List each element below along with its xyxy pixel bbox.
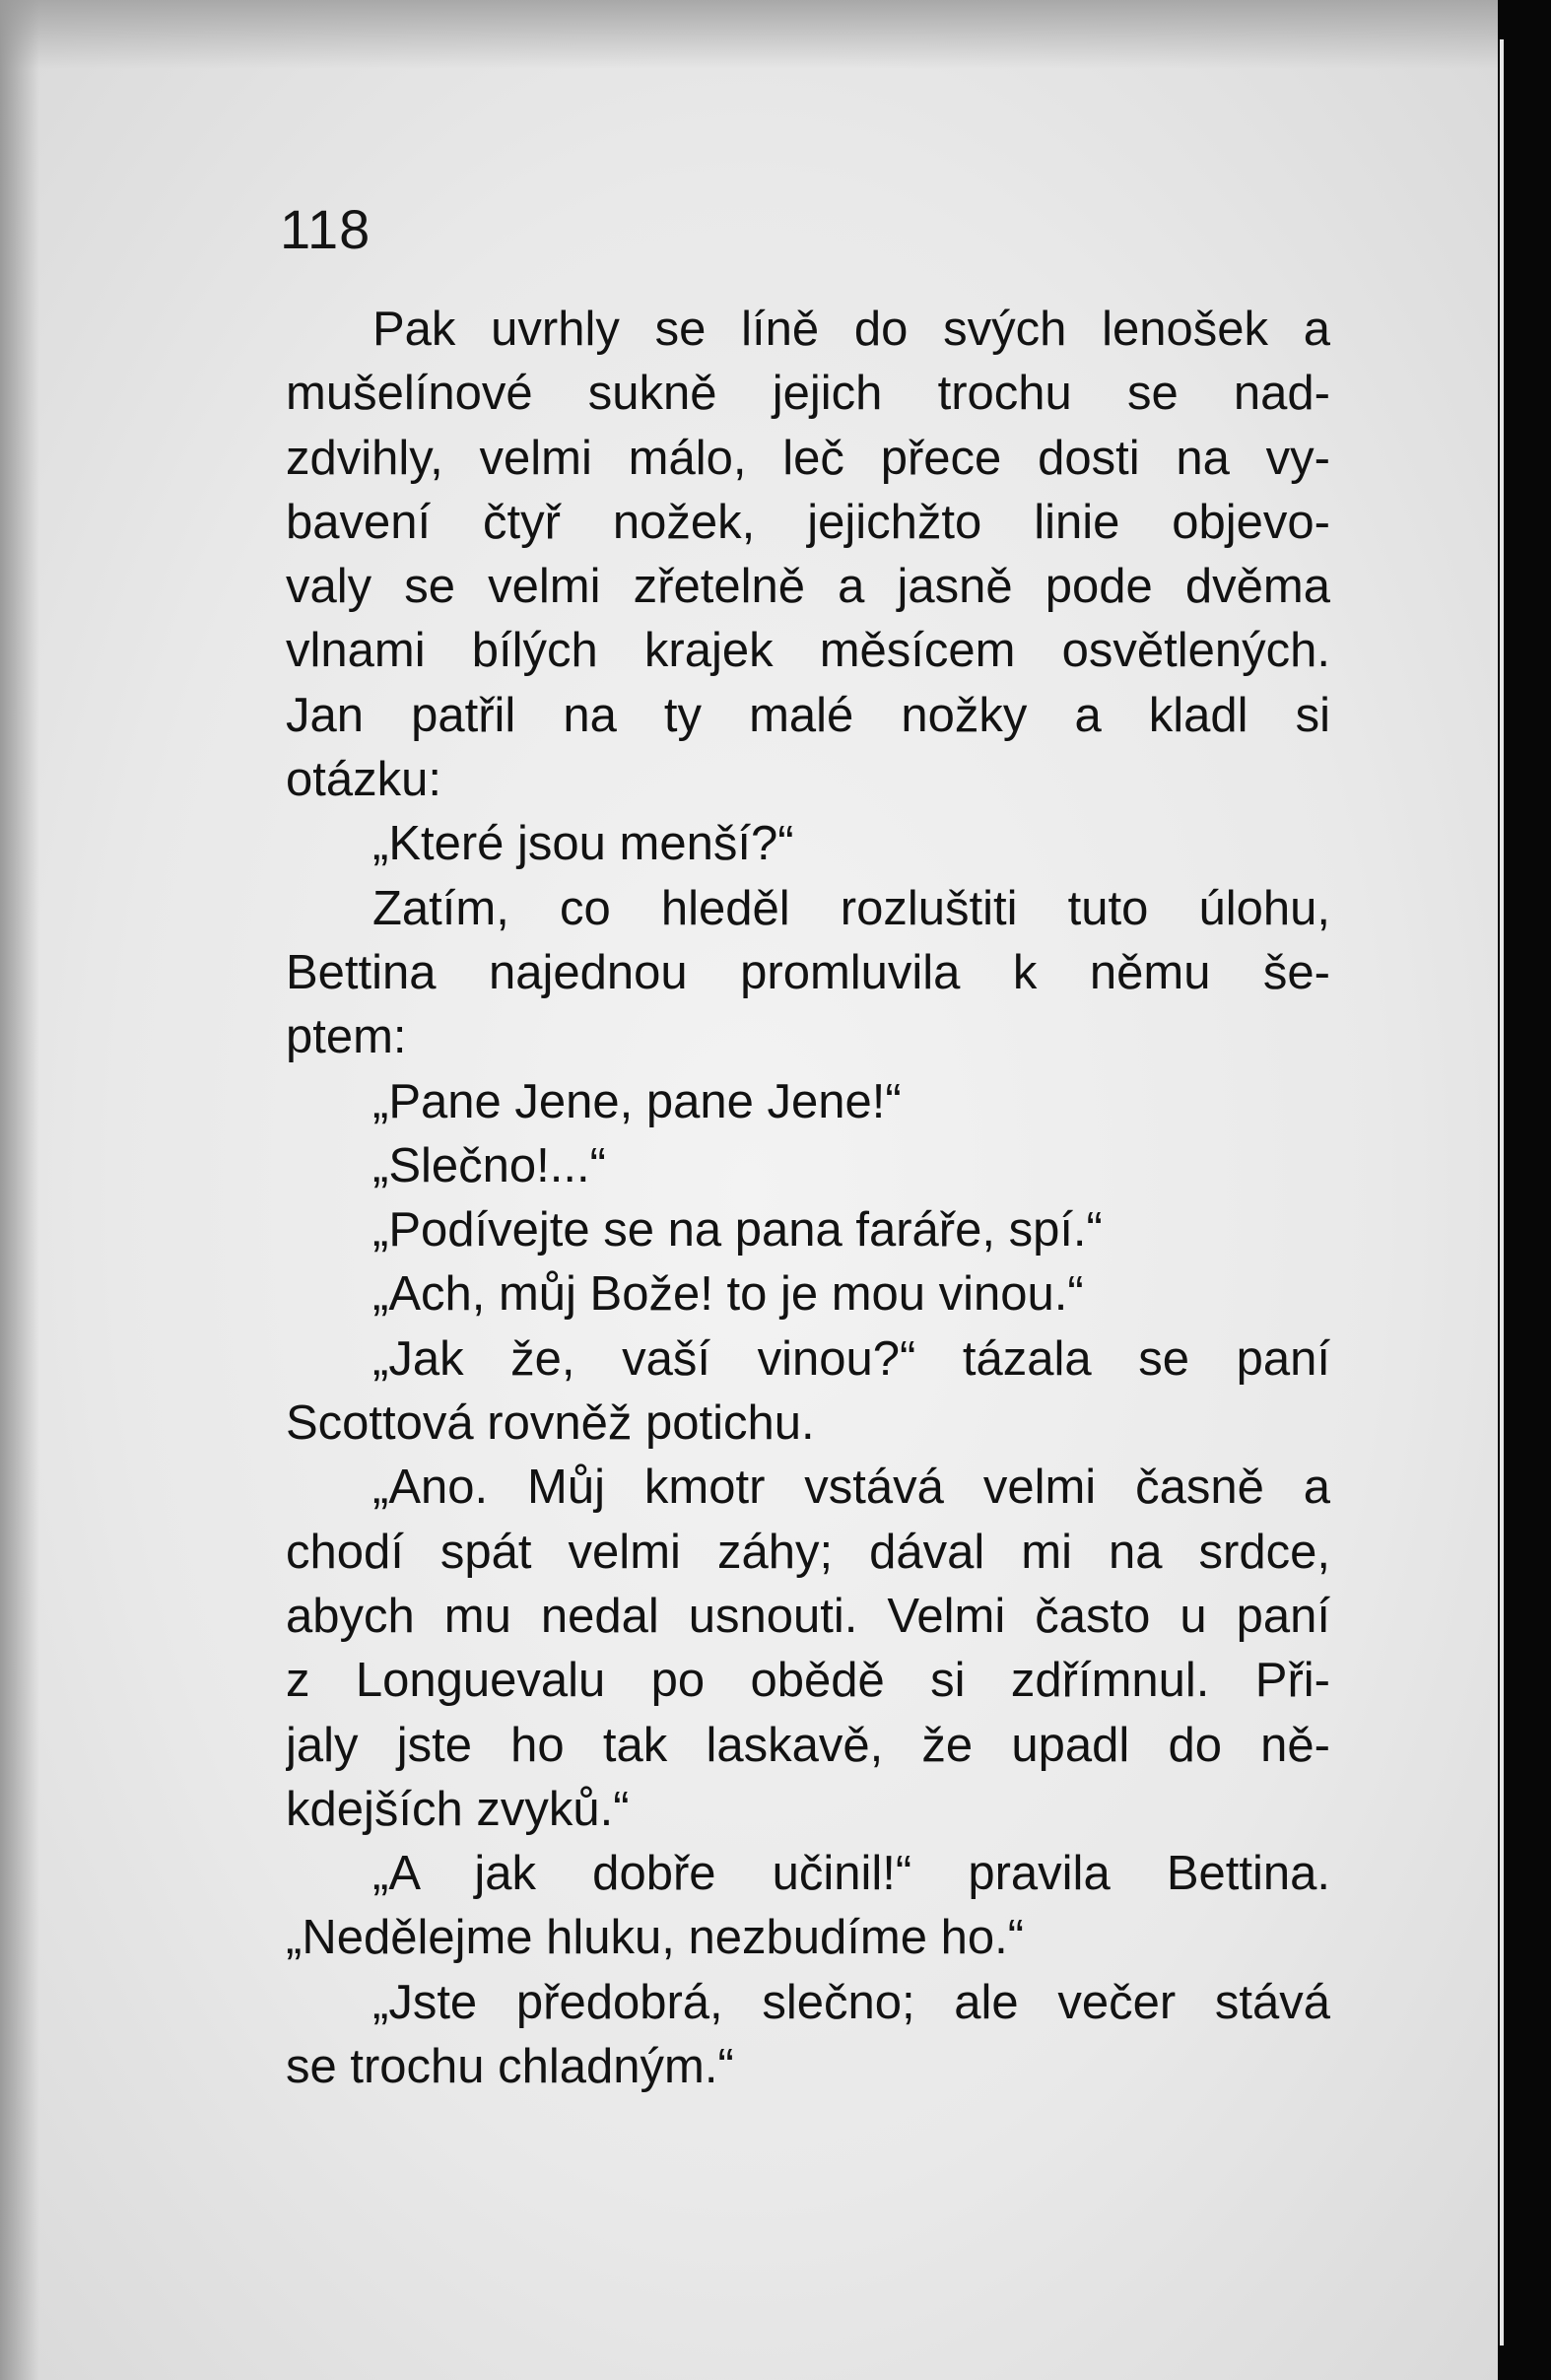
text-line: „Jste předobrá, slečno; ale večer stává	[372, 1975, 1330, 2029]
text-line: vlnami bílých krajek měsícem osvětlených.	[286, 624, 1330, 678]
text-line: Scottová rovněž potichu.	[286, 1396, 815, 1451]
text-line: Jan patřil na ty malé nožky a kladl si	[286, 688, 1330, 742]
text-line: Pak uvrhly se líně do svých lenošek a	[372, 303, 1330, 356]
text-line: jaly jste ho tak laskavě, že upadl do ně-	[286, 1718, 1330, 1772]
page-edge-line	[1500, 39, 1504, 2346]
page-body-text	[286, 298, 1330, 2099]
text-line: „Nedělejme hluku, nezbudíme ho.“	[286, 1911, 1025, 1965]
text-line: otázku:	[286, 753, 441, 807]
text-line: se trochu chladným.“	[286, 2040, 734, 2094]
text-line: „Jak že, vaší vinou?“ tázala se paní	[372, 1331, 1330, 1386]
text-line: „Podívejte se na pana faráře, spí.“	[372, 1203, 1103, 1258]
text-line: bavení čtyř nožek, jejichžto linie objevo-	[286, 495, 1330, 549]
text-line: kdejších zvyků.“	[286, 1782, 630, 1836]
page-shadow-left	[0, 0, 39, 2380]
text-line: „Pane Jene, pane Jene!“	[372, 1074, 902, 1128]
book-spine-shadow	[1498, 0, 1551, 2380]
text-line: „Ach, můj Bože! to je mou vinou.“	[372, 1267, 1084, 1322]
text-line: Zatím, co hleděl rozluštiti tuto úlohu,	[372, 881, 1330, 935]
text-line: mušelínové sukně jejich trochu se nad-	[286, 367, 1330, 421]
text-line: „Slečno!...“	[372, 1138, 606, 1192]
text-line: „A jak dobře učinil!“ pravila Bettina.	[372, 1847, 1330, 1901]
text-line: z Longuevalu po obědě si zdřímnul. Při-	[286, 1654, 1330, 1708]
text-line: chodí spát velmi záhy; dával mi na srdce,	[286, 1525, 1330, 1579]
page-number: 118	[280, 198, 371, 260]
text-line: valy se velmi zřetelně a jasně pode dvěma	[286, 560, 1330, 614]
text-line: ptem:	[286, 1010, 407, 1064]
text-line: Bettina najednou promluvila k němu še-	[286, 945, 1330, 999]
text-line: „Ano. Můj kmotr vstává velmi časně a	[372, 1461, 1330, 1515]
text-line: abych mu nedal usnouti. Velmi často u paní	[286, 1589, 1330, 1643]
page-shadow-top	[0, 0, 1498, 69]
text-line: „Které jsou menší?“	[372, 817, 794, 871]
text-line: zdvihly, velmi málo, leč přece dosti na vy-	[286, 431, 1330, 485]
